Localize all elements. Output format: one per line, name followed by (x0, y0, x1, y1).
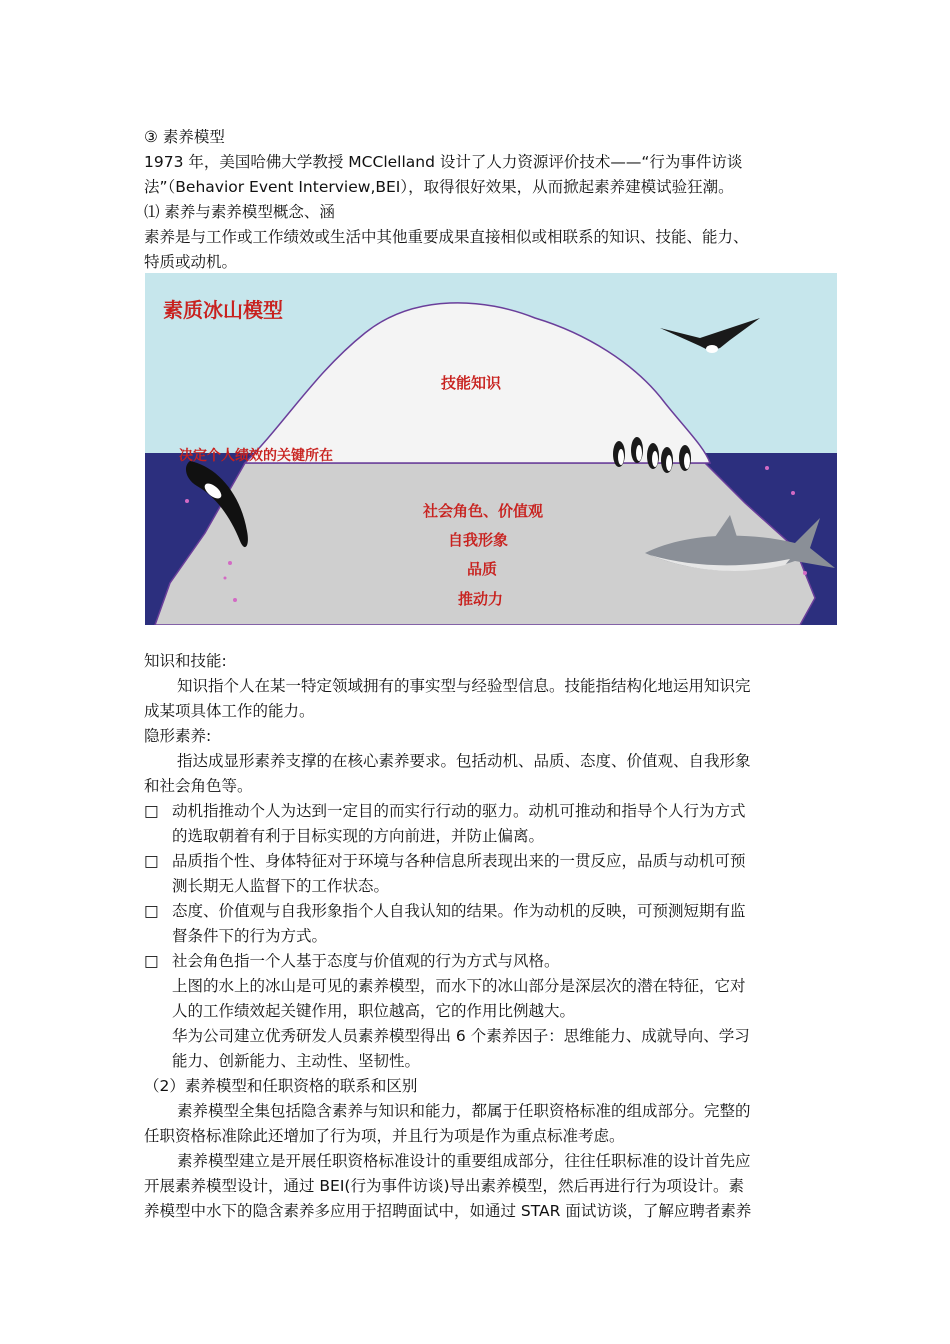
section-heading: ③ 素养模型 (144, 128, 225, 146)
bullet-mark: □ (144, 952, 159, 970)
below-water-label-3: 品质 (467, 560, 498, 578)
bullet-3-line-2: 督条件下的行为方式。 (172, 927, 328, 945)
bullet-1-line-1: 动机指推动个人为达到一定目的而实行行动的驱力。动机可推动和指导个人行为方式 (172, 802, 746, 820)
below-water-label-1: 社会角色、价值观 (423, 502, 544, 520)
definition-line-2: 特质或动机。 (144, 253, 238, 271)
hidden-title: 隐形素养: (144, 727, 212, 745)
para1-line-2: 任职资格标准除此还增加了行为项，并且行为项是作为重点标准考虑。 (144, 1127, 625, 1145)
key-label: 决定个人绩效的关键所在 (179, 448, 333, 464)
subsection-title-2: （2）素养模型和任职资格的联系和区别 (144, 1077, 418, 1095)
para2-line-3: 养模型中水下的隐含素养多应用于招聘面试中，如通过 STAR 面试访谈，了解应聘者素养 (144, 1202, 752, 1220)
bullet-4-line-2: 上图的水上的冰山是可见的素养模型，而水下的冰山部分是深层次的潜在特征，它对 (172, 977, 746, 995)
below-water-label-4: 推动力 (458, 590, 504, 608)
knowledge-text-1: 知识指个人在某一特定领域拥有的事实型与经验型信息。技能指结构化地运用知识完 (177, 677, 751, 695)
iceberg-model-figure (145, 273, 837, 625)
figure-title: 素质冰山模型 (163, 298, 283, 322)
knowledge-title: 知识和技能: (144, 652, 227, 670)
below-water-label-2: 自我形象 (448, 531, 509, 549)
bullet-2-line-1: 品质指个性、身体特征对于环境与各种信息所表现出来的一贯反应，品质与动机可预 (172, 852, 746, 870)
subsection-title-1: ⑴ 素养与素养模型概念、涵 (144, 203, 335, 221)
bullet-mark: □ (144, 902, 159, 920)
bullet-2-line-2: 测长期无人监督下的工作状态。 (172, 877, 390, 895)
intro-line-1: 1973 年，美国哈佛大学教授 MCClelland 设计了人力资源评价技术——“行为事件访谈 (144, 153, 743, 171)
para2-line-2: 开展素养模型设计，通过 BEI(行为事件访谈)导出素养模型，然后再进行行为项设计。素 (144, 1177, 745, 1195)
knowledge-text-2: 成某项具体工作的能力。 (144, 702, 315, 720)
above-water-label: 技能知识 (441, 374, 502, 392)
bullet-3-line-1: 态度、价值观与自我形象指个人自我认知的结果。作为动机的反映，可预测短期有监 (172, 902, 746, 920)
bullet-4-line-5: 能力、创新能力、主动性、坚韧性。 (172, 1052, 421, 1070)
hidden-text-1: 指达成显形素养支撑的在核心素养要求。包括动机、品质、态度、价值观、自我形象 (177, 752, 751, 770)
para2-line-1: 素养模型建立是开展任职资格标准设计的重要组成部分，往往任职标准的设计首先应 (177, 1152, 751, 1170)
bullet-mark: □ (144, 802, 159, 820)
bullet-4-line-4: 华为公司建立优秀研发人员素养模型得出 6 个素养因子：思维能力、成就导向、学习 (172, 1027, 750, 1045)
intro-line-2: 法”（Behavior Event Interview,BEI），取得很好效果，从而掀起素养建模试验狂潮。 (144, 178, 734, 196)
para1-line-1: 素养模型全集包括隐含素养与知识和能力，都属于任职资格标准的组成部分。完整的 (177, 1102, 751, 1120)
bullet-mark: □ (144, 852, 159, 870)
bullet-4-line-3: 人的工作绩效起关键作用，职位越高，它的作用比例越大。 (172, 1002, 576, 1020)
bullet-4-line-1: 社会角色指一个人基于态度与价值观的行为方式与风格。 (172, 952, 560, 970)
definition-line-1: 素养是与工作或工作绩效或生活中其他重要成果直接相似或相联系的知识、技能、能力、 (144, 228, 749, 246)
bullet-1-line-2: 的选取朝着有利于目标实现的方向前进，并防止偏离。 (172, 827, 545, 845)
hidden-text-2: 和社会角色等。 (144, 777, 253, 795)
